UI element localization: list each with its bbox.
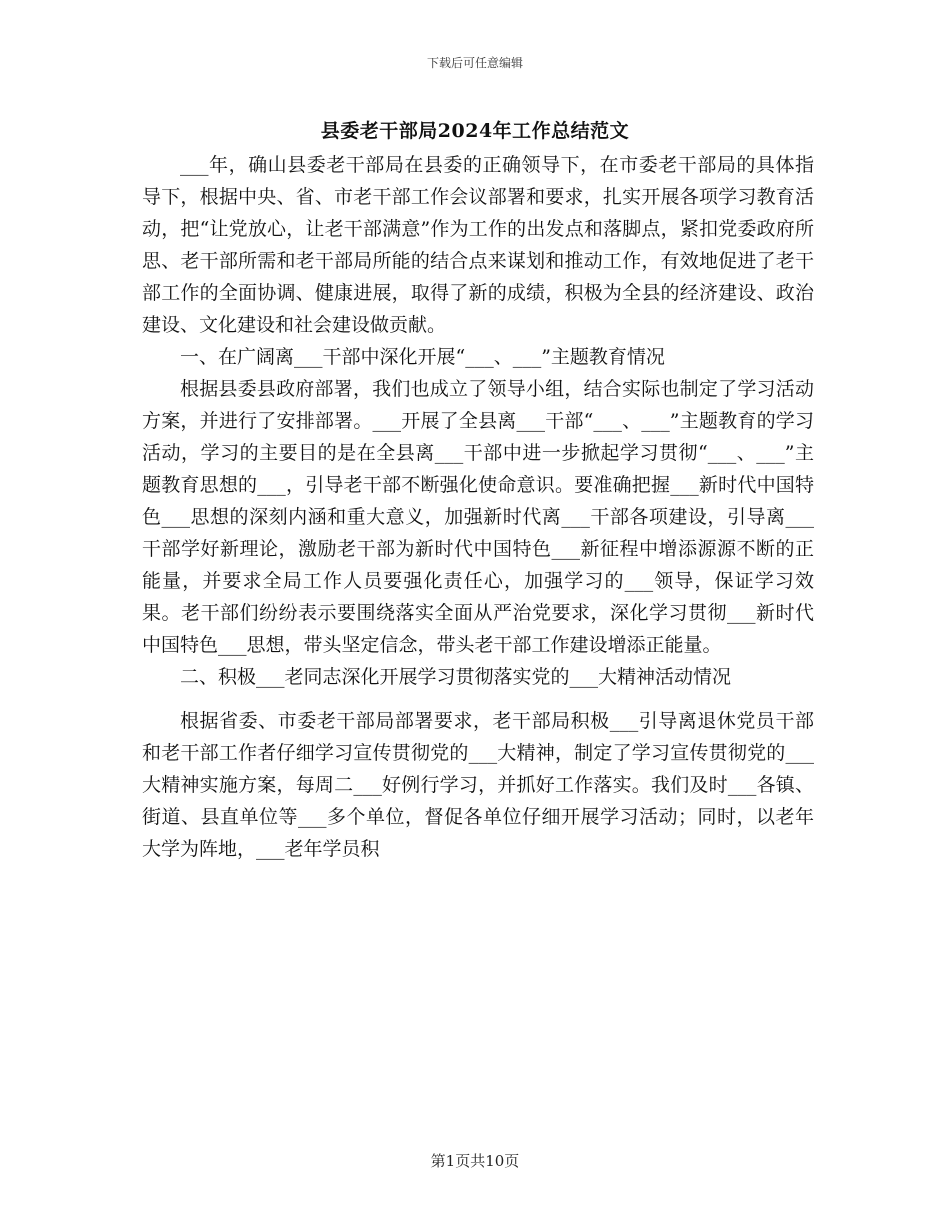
- section-heading-1: 一、在广阔离___干部中深化开展“___、___”主题教育情况: [180, 346, 665, 368]
- page-number: 第1页共10页: [430, 1152, 520, 1170]
- section-heading-2: 二、积极___老同志深化开展学习贯彻落实党的___大精神活动情况: [180, 666, 732, 688]
- paragraph-section-1: 根据县委县政府部署，我们也成立了领导小组，结合实际也制定了学习活动方案，并进行了安排部署。___开展了全县离___干部“___、___”主题教育的学习活动，学习的主要目的是在全县离___干部中进一步掀起学习贯彻“___、___”主题教育思想的___，引导老干部不断强化使命意识。要准确把握___新时代中国特色___思想的深刻内涵和重大意义，加强新时代离___干部各项建设，引导离___干部学好新理论，激励老干部为新时代中国特色___新征程中增添源源不断的正能量，并要求全局工作人员要强化责任心，加强学习的___领导，保证学习效果。老干部们纷纷表示要围绕落实全面从严治党要求，深化学习贯彻___新时代中国特色___思想，带头坚定信念，带头老干部工作建设增添正能量。: [142, 378, 814, 656]
- paragraph-section-2: 根据省委、市委老干部局部署要求，老干部局积极___引导离退休党员干部和老干部工作者仔细学习宣传贯彻党的___大精神，制定了学习宣传贯彻党的___大精神实施方案，每周二___好例行学习，并抓好工作落实。我们及时___各镇、街道、县直单位等___多个单位，督促各单位仔细开展学习活动；同时，以老年大学为阵地，___老年学员积: [142, 710, 814, 860]
- document-title: 县委老干部局2024年工作总结范文: [320, 120, 630, 142]
- paragraph-intro: ___年，确山县委老干部局在县委的正确领导下，在市委老干部局的具体指导下，根据中央、省、市老干部工作会议部署和要求，扎实开展各项学习教育活动，把“让党放心，让老干部满意”作为工作的出发点和落脚点，紧扣党委政府所思、老干部所需和老干部局所能的结合点来谋划和推动工作，有效地促进了老干部工作的全面协调、健康进展，取得了新的成绩，积极为全县的经济建设、政治建设、文化建设和社会建设做贡献。: [142, 154, 814, 336]
- header-note: 下载后可任意编辑: [426, 56, 523, 70]
- document-body: [142, 149, 814, 865]
